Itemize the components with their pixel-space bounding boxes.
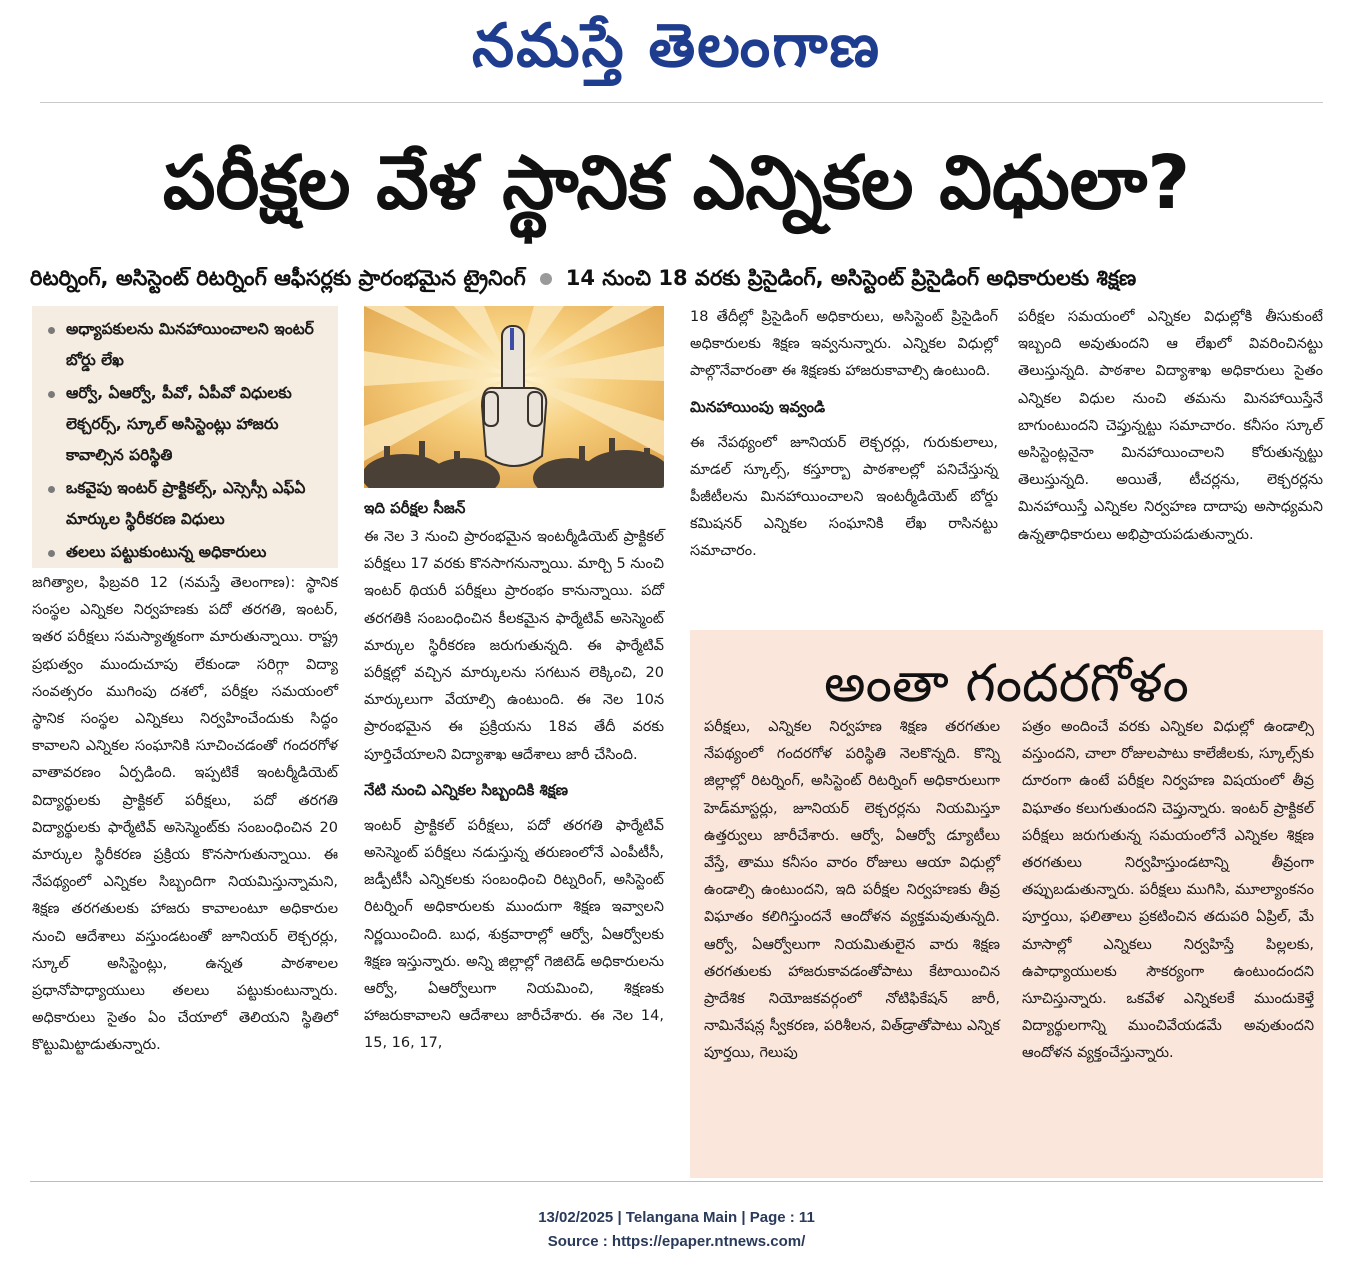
page-footer	[0, 1206, 1353, 1254]
deck	[30, 258, 1323, 298]
article-paragraph: పత్రం అందించే వరకు ఎన్నికల విధుల్లో ఉండాల్సి వస్తుందని, చాలా రోజులపాటు కాలేజీలకు, స్కూల్స్‌కు దూరంగా ఉంటే పరీక్షల నిర్వహణ విషయంలో తీవ్ర విఘాతం కలుగుతుందని చెప్తున్నారు. ఇంటర్‌ ప్రాక్టికల్‌ పరీక్షలు జరుగుతున్న సమయంలోనే ఎన్నికల శిక్షణ తరగతులు నిర్వహిస్తుండటాన్ని తీవ్రంగా తప్పుబడుతున్నారు. పరీక్షలు ముగిసి, మూల్యాంకనం పూర్తయి, ఫలితాలు ప్రకటించిన తదుపరి ఏప్రిల్‌, మే మాసాల్లో ఎన్నికలు నిర్వహిస్తే పిల్లలకు, ఉపాధ్యాయులకు సౌకర్యంగా ఉంటుందందని సూచిస్తున్నారు. ఒకవేళ ఎన్నికలకే ముందుకెళ్తే విద్యార్థులగాన్ని ముంచివేయడమే అవుతుందని ఆందోళన వ్యక్తంచేస్తున్నారు.	[1022, 719, 1314, 1062]
article-paragraph: ఈ నేపథ్యంలో జూనియర్‌ లెక్చరర్లు, గురుకులాలు, మాడల్‌ స్కూల్స్‌, కస్తూర్బా పాఠశాలల్లో పనిచేస్తున్న పీజీటీలను మినహాయించాలని ఇంటర్మీడియెట్‌ బోర్డు కమిషనర్‌ ఎన్నికల సంఘానికి లేఖ రాసినట్టు సమాచారం.	[690, 434, 998, 560]
subheading: నేటి నుంచి ఎన్నికల సిబ్బందికి శిక్షణ	[364, 780, 568, 799]
footer-source-link[interactable]: Source : https://epaper.ntnews.com/	[547, 1233, 806, 1250]
deck-bullet-icon	[540, 273, 552, 285]
article-column-3	[690, 304, 998, 566]
subheading: మినహాయింపు ఇవ్వండి	[690, 397, 826, 416]
sidebar-story-column-left	[704, 714, 1000, 1068]
ink-finger-illustration	[364, 306, 664, 488]
article-column-1	[32, 570, 338, 1060]
masthead	[0, 8, 1353, 84]
divider-top	[40, 102, 1323, 103]
article-paragraph: 18 తేదీల్లో ప్రిసైడింగ్‌ అధికారులు, అసిస్టెంట్‌ ప్రిసైడింగ్‌ అధికారులకు శిక్షణ ఇవ్వనున్నారు. ఎన్నికల విధుల్లో పాల్గొనేవారంతా ఈ శిక్షణకు హాజరుకావాల్సి ఉంటుంది.	[690, 309, 998, 380]
divider-bottom	[30, 1181, 1323, 1182]
article-column-2	[364, 524, 664, 1058]
voting-finger-photo	[364, 306, 664, 488]
deck-left: రిటర్నింగ్‌, అసిస్టెంట్‌ రిటర్నింగ్‌ ఆఫీసర్లకు ప్రారంభమైన ట్రైనింగ్‌	[30, 266, 526, 290]
article-paragraph: ఇంటర్‌ ప్రాక్టికల్‌ పరీక్షలు, పదో తరగతి ఫార్మేటివ్‌ అసెస్మెంట్‌ పరీక్షలు నడుస్తున్న తరుణంలోనే ఎంపీటీసీ, జడ్పీటీసీ ఎన్నికలకు సంబంధించి రిట్నరింగ్‌, అసిస్టెంట్‌ రిటర్నింగ్‌ అధికారులకు ముందుగా శిక్షణ ఇవ్వాలని నిర్ణయించింది. బుధ, శుక్రవారాల్లో ఆర్వో, ఏఆర్వోలకు శిక్షణ ఇస్తున్నారు. అన్ని జిల్లాల్లో గెజిటెడ్‌ అధికారులను ఆర్వో, ఏఆర్వోలుగా నియమించి, శిక్షణకు హాజరుకావాలని ఆదేశాలు జారీచేశారు. ఈ నెల 14, 15, 16, 17,	[364, 817, 664, 1052]
newspaper-logo: నమస్తే తెలంగాణ	[471, 11, 882, 81]
highlight-item: ఆర్వో, ఏఆర్వో, పీవో, ఏపీవో విధులకు లెక్చరర్స్‌, స్కూల్‌ అసిస్టెంట్లు హాజరు కావాల్సిన పరిస్థితి	[44, 378, 328, 471]
highlight-item: తలలు పట్టుకుంటున్న అధికారులు	[44, 537, 328, 568]
article-paragraph: ఈ నెల 3 నుంచి ప్రారంభమైన ఇంటర్మీడియెట్‌ ప్రాక్టికల్‌ పరీక్షలు 17 వరకు కొనసాగనున్నాయి. మార్చి 5 నుంచి ఇంటర్‌ థియరీ పరీక్షలు ప్రారంభం కానున్నాయి. పదో తరగతికి సంబంధించిన కీలకమైన ఫార్మేటివ్‌ అసెస్మెంట్‌ మార్కుల స్థిరీకరణ జరుగుతున్నది. ఈ ఫార్మేటివ్‌ పరీక్షల్లో వచ్చిన మార్కులను సగటున లెక్కించి, 20 మార్కులుగా వేయాల్సి ఉంటుంది. ఈ నెల 10న ప్రారంభమైన ఈ ప్రక్రియను 18వ తేదీ వరకు పూర్తిచేయాలని విద్యాశాఖ ఆదేశాలు జారీ చేసింది.	[364, 529, 664, 763]
footer-date-line: 13/02/2025 | Telangana Main | Page : 11	[538, 1209, 815, 1226]
deck-right: 14 నుంచి 18 వరకు ప్రిసైడింగ్‌, అసిస్టెంట్‌ ప్రిసైడింగ్‌ అధికారులకు శిక్షణ	[565, 266, 1137, 290]
photo-caption: ఇది పరీక్షల సీజన్‌	[364, 499, 466, 517]
highlight-item: ఒకవైపు ఇంటర్‌ ప్రాక్టికల్స్‌, ఎస్సెస్సీ ఎఫ్‌ఏ మార్కుల స్థిరీకరణ విధులు	[44, 473, 328, 535]
headline: పరీక్షల వేళ స్థానిక ఎన్నికల విధులా?	[162, 140, 1191, 226]
article-column-4	[1018, 304, 1323, 549]
sidebar-story-title: అంతా గందరగోళం	[824, 654, 1189, 714]
highlights-box	[32, 306, 338, 568]
sidebar-story-column-right	[1022, 714, 1314, 1068]
article-paragraph: జగిత్యాల, ఫిబ్రవరి 12 (నమస్తే తెలంగాణ): స్థానిక సంస్థల ఎన్నికల నిర్వహణకు పదో తరగతి, ఇంటర్‌, ఇతర పరీక్షలు సమస్యాత్మకంగా మారుతున్నాయి. రాష్ట్ర ప్రభుత్వం ముందుచూపు లేకుండా సరిగ్గా విద్యా సంవత్సరం ముగింపు దశలో, పరీక్షల సమయంలో స్థానిక సంస్థల ఎన్నికలు నిర్వహించేందుకు సిద్ధం కావాలని ఎన్నికల సంఘానికి సూచించడంతో గందరగోళ వాతావరణం ఏర్పడింది. ఇప్పటికే ఇంటర్మీడియెట్‌ విద్యార్థులకు ప్రాక్టికల్‌ పరీక్షలు, పదో తరగతి విద్యార్థులకు ఫార్మేటివ్‌ అసెస్మెంట్‌కు సంబంధించిన 20 మార్కుల స్థిరీకరణ ప్రక్రియ కొనసాగుతున్నాయి. ఈ నేపథ్యంలో ఎన్నికల సిబ్బందిగా నియమిస్తున్నామని, శిక్షణ తరగతులకు హాజరు కావాలంటూ అధికారుల నుంచి ఆదేశాలు వస్తుండటంతో జూనియర్‌ లెక్చరర్లు, స్కూల్‌ అసిస్టెంట్లు, ఉన్నత పాఠశాలల ప్రధానోపాధ్యాయులు తలలు పట్టుకుంటున్నారు. అధికారులు సైతం ఏం చేయాలో తెలియని స్థితిలో కొట్టుమిట్టాడుతున్నారు.	[32, 575, 338, 1054]
article-paragraph: పరీక్షల సమయంలో ఎన్నికల విధుల్లోకి తీసుకుంటే ఇబ్బంది అవుతుందని ఆ లేఖలో వివరించినట్టు తెలుస్తున్నది. పాఠశాల విద్యాశాఖ అధికారులు సైతం ఎన్నికల విధుల నుంచి తమను మినహాయిస్తేనే బాగుంటుందని చెప్తున్నట్టు సమాచారం. కనీసం స్కూల్‌ అసిస్టెంట్లనైనా మినహాయించాలని కోరుతున్నట్టు తెలుస్తున్నది. అయితే, టీచర్లను, లెక్చరర్లను మినహాయిస్తే ఎన్నికల నిర్వహణ దాదాపు అసాధ్యమని ఉన్నతాధికారులు అభిప్రాయపడుతున్నారు.	[1018, 309, 1323, 543]
article-paragraph: పరీక్షలు, ఎన్నికల నిర్వహణ శిక్షణ తరగతుల నేపథ్యంలో గందరగోళ పరిస్థితి నెలకొన్నది. కొన్ని జిల్లాల్లో రిటర్నింగ్‌, అసిస్టెంట్‌ రిటర్నింగ్‌ అధికారులుగా హెడ్‌మాస్టర్లు, జూనియర్‌ లెక్చరర్లను నియమిస్తూ ఉత్తర్వులు జారీచేశారు. ఆర్వో, ఏఆర్వో డ్యూటీలు వేస్తే, తాము కనీసం వారం రోజులు ఆయా విధుల్లో ఉండాల్సి ఉంటుందని, ఇది పరీక్షల నిర్వహణకు తీవ్ర విఘాతం కలిగిస్తుందనే ఆందోళన వ్యక్తమవుతున్నది. ఆర్వో, ఏఆర్వోలుగా నియమితులైన వారు శిక్షణ తరగతులకు హాజరుకావడంతోపాటు కేటాయించిన ప్రాదేశిక నియోజకవర్గంలో నోటిఫికేషన్‌ జారీ, నామినేషన్ల స్వీకరణ, పరిశీలన, విత్‌డ్రాతోపాటు ఎన్నిక పూర్తయి, గెలుపు	[704, 719, 1000, 1062]
highlight-item: అధ్యాపకులను మినహాయించాలని ఇంటర్‌ బోర్డు లేఖ	[44, 314, 328, 376]
